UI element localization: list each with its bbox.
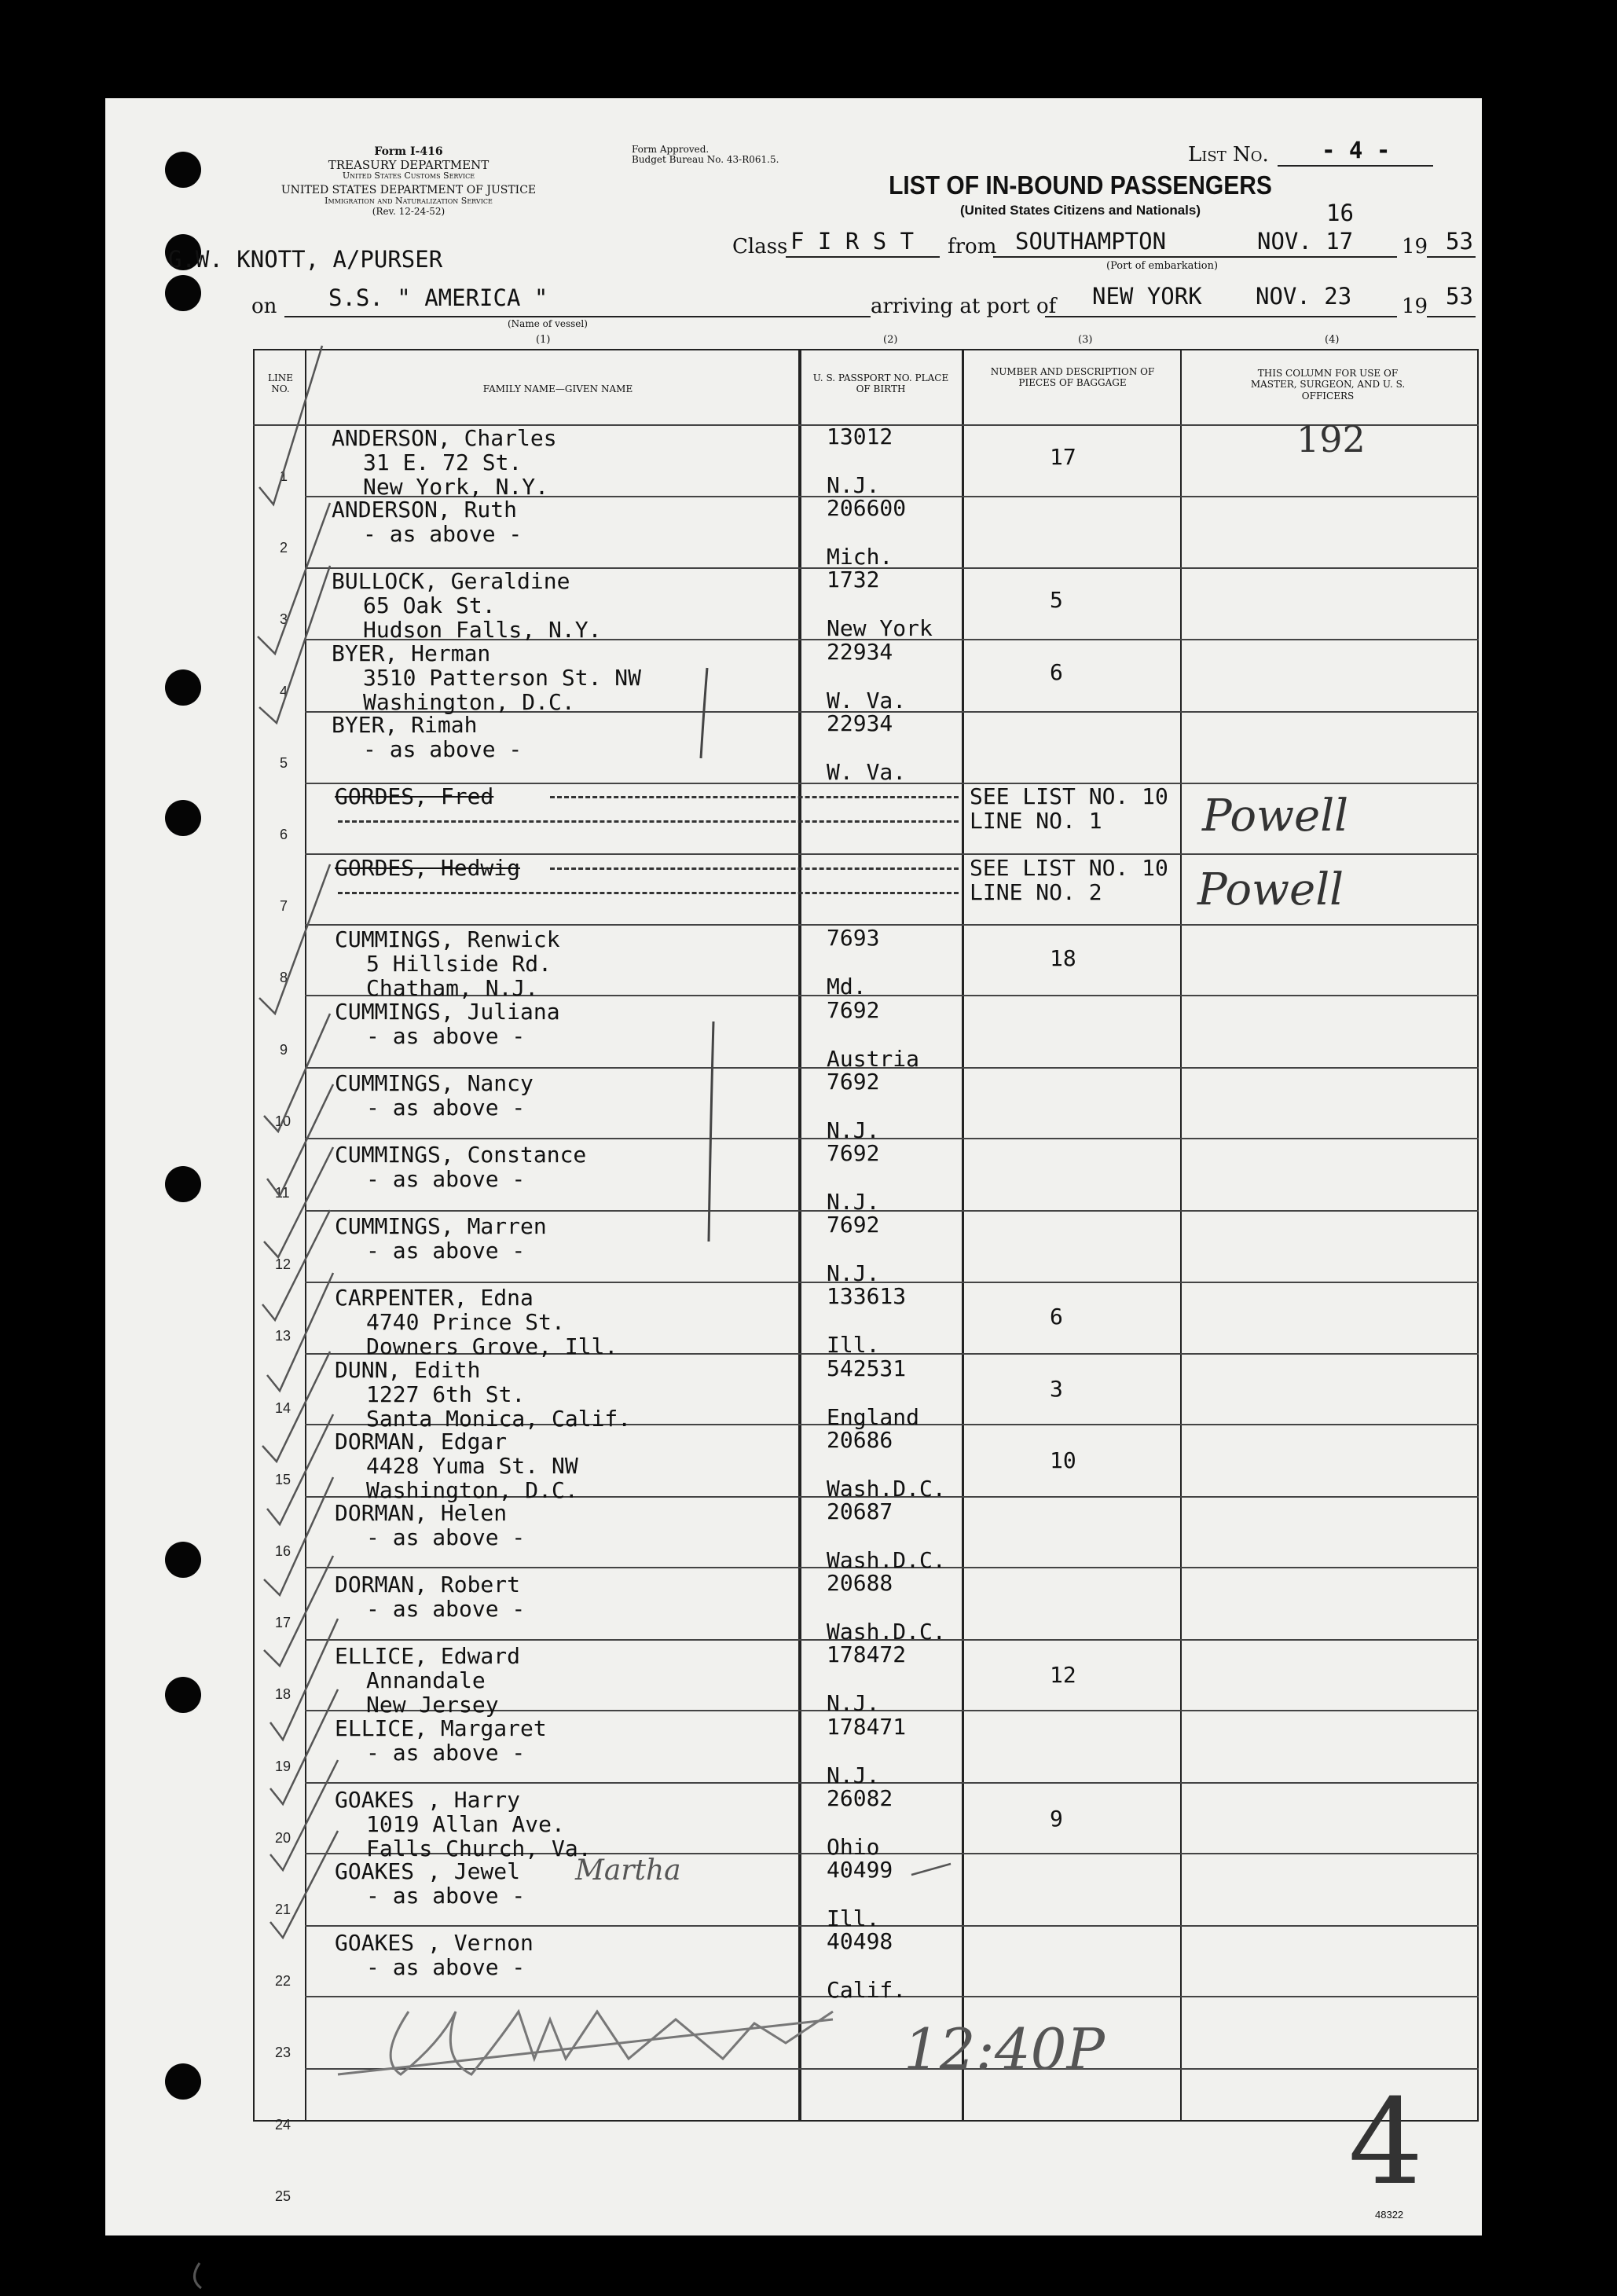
passenger-name: GORDES, Fred [335,783,494,809]
place-of-birth: Wash.D.C. [827,1475,946,1502]
list-no-underline [1278,165,1433,167]
passport-number: 40499 [827,1857,893,1883]
passport-number: 178472 [827,1641,907,1668]
line-number: 2 [280,540,288,556]
passport-number: 542531 [827,1355,907,1381]
place-of-birth: Wash.D.C. [827,1547,946,1573]
customs-label: United States Customs Service [342,171,475,182]
justice-label: UNITED STATES DEPARTMENT OF JUSTICE [280,183,537,196]
address-line-1: - as above - [363,521,522,548]
address-line-1: 5 Hillside Rd. [366,951,552,977]
embark-year: 53 [1446,228,1473,255]
binder-hole [165,152,201,188]
address-line-2: Washington, D.C. [363,688,575,715]
baggage-count: 12 [1050,1662,1076,1689]
line-number: 15 [275,1471,292,1487]
header-line-no: LINE NO. [268,372,293,395]
line-number: 12 [275,1256,292,1273]
vessel-underline [284,316,871,317]
baggage-count: 6 [1050,658,1063,685]
address-line-1: - as above - [363,735,522,762]
passenger-name: DORMAN, Robert [335,1572,521,1598]
line-number: 11 [275,1185,290,1201]
address-line-2: New Jersey [366,1692,499,1718]
list-no-label: List No. [1188,143,1269,167]
address-line-1: 4428 Yuma St. NW [366,1452,578,1479]
place-of-birth: N.J. [827,472,880,498]
header-baggage: NUMBER AND DESCRIPTION OF PIECES OF BAGGAGE [990,366,1155,389]
line-number: 13 [275,1328,292,1344]
year-prefix: 19 [1402,235,1428,259]
header-officers: THIS COLUMN FOR USE OF MASTER, SURGEON, AND U. S. OFFICERS [1250,368,1406,402]
baggage-count: 17 [1050,444,1076,470]
address-line-2: Hudson Falls, N.Y. [363,617,602,644]
passenger-name: CUMMINGS, Juliana [335,998,560,1025]
embark-date: NOV. 17 [1257,228,1354,255]
address-line-1: 65 Oak St. [363,592,496,619]
form-code: 48322 [1375,2209,1404,2221]
vessel-name: S.S. " AMERICA " [328,284,548,311]
form-approval [632,145,779,166]
baggage-count: 6 [1050,1304,1063,1330]
class-value: F I R S T [790,228,915,255]
passenger-name: DORMAN, Helen [335,1500,508,1526]
address-line-1: - as above - [366,1238,526,1264]
line-number: 24 [275,2116,292,2133]
budget-bureau-label: Budget Bureau No. 43-R061.5. [632,154,779,166]
place-of-birth: N.J. [827,1189,880,1215]
table-row [0,1140,1617,1215]
passenger-name: GOAKES , Harry [335,1786,521,1813]
passport-number: 22934 [827,638,893,665]
class-label: Class [732,235,788,259]
address-line-1: - as above - [366,1022,526,1049]
passenger-name: GOAKES , Jewel [335,1858,521,1884]
baggage-count: 3 [1050,1375,1063,1402]
margin-arc [194,2263,201,2288]
line-number: 19 [275,1758,292,1774]
passport-number: 20688 [827,1570,893,1597]
passport-number: 7692 [827,1212,880,1238]
table-row [0,2001,1617,2072]
place-of-birth: Wash.D.C. [827,1619,946,1645]
table-row [0,567,1617,644]
passport-number: 178471 [827,1713,907,1740]
address-line-1: 31 E. 72 St. [363,449,522,475]
address-line-1: - as above - [366,1954,526,1981]
from-underline [993,256,1397,258]
line-number: 14 [275,1399,292,1416]
handwritten-page-number: 4 [1348,2074,1424,2211]
place-of-birth: Md. [827,974,867,1000]
passenger-name: ELLICE, Edward [335,1643,521,1670]
address-line-1: - as above - [366,1524,526,1550]
place-of-birth: W. Va. [827,687,907,713]
arrival-underline [1045,316,1397,317]
table-row [0,1858,1617,1929]
table-row [0,1928,1617,2004]
cancelled-line-dashes [338,892,959,894]
list-no-value: - 4 - [1322,137,1391,163]
passenger-name: DUNN, Edith [335,1356,481,1383]
passenger-name: BULLOCK, Geraldine [332,568,570,595]
place-of-birth: N.J. [827,1260,880,1287]
table-row [0,638,1617,715]
place-of-birth: Ill. [827,1905,880,1931]
line-number: 8 [280,970,288,986]
baggage-count: 18 [1050,945,1076,972]
place-of-birth: N.J. [827,1762,880,1788]
address-line-1: 1019 Allan Ave. [366,1810,565,1837]
passport-number: 40498 [827,1928,893,1955]
arrival-year-underline [1427,316,1476,317]
line-number: 17 [275,1615,292,1631]
table-row [0,1641,1617,1718]
passport-number: 22934 [827,710,893,736]
embark-date-correction: 16 [1326,200,1354,226]
address-line-1: - as above - [366,1739,526,1766]
address-line-1: - as above - [366,1596,526,1623]
form-subtitle: (United States Citizens and Nationals) [959,202,1201,218]
table-row [0,1283,1617,1360]
year-underline [1427,256,1476,258]
passenger-name: CARPENTER, Edna [335,1285,534,1311]
address-line-1: 1227 6th St. [366,1381,526,1407]
passport-number: 7692 [827,1068,880,1095]
port-embark-caption: (Port of embarkation) [1106,260,1219,272]
table-row [0,1784,1617,1861]
cancelled-line-dashes [550,796,959,798]
revision-label: (Rev. 12-24-52) [372,205,446,217]
col1-number: (1) [536,334,551,346]
place-of-birth: Calif. [827,1977,907,2004]
passport-number: 7692 [827,1140,880,1166]
cancelled-line-dashes [550,867,959,870]
passenger-name: GOAKES , Vernon [335,1930,534,1957]
passport-number: 13012 [827,424,893,449]
address-line-2: Downers Grove, Ill. [366,1333,618,1360]
address-line-1: - as above - [366,1166,526,1192]
table-row [0,783,1617,854]
passport-number: 26082 [827,1784,893,1811]
baggage-reference-line: LINE NO. 1 [970,808,1102,834]
passport-number: 206600 [827,495,907,522]
passport-number: 7693 [827,925,880,952]
place-of-birth: Mich. [827,544,893,570]
line-number: 16 [275,1543,292,1559]
ins-label: Immigration and Naturalization Service [324,196,493,207]
passenger-name: GORDES, Hedwig [335,855,521,882]
col2-number: (2) [883,334,898,346]
passenger-name: ANDERSON, Charles [332,425,557,451]
address-line-2: Falls Church, Va. [366,1835,592,1861]
table-row [0,854,1617,926]
table-row [0,424,1617,500]
treasury-label: TREASURY DEPARTMENT [328,157,490,172]
passenger-name: ANDERSON, Ruth [332,497,518,523]
line-number: 18 [275,1686,292,1703]
header-passport: U. S. PASSPORT NO. PLACE OF BIRTH [812,372,949,395]
passenger-name: BYER, Herman [332,640,491,666]
place-of-birth: Austria [827,1045,920,1072]
handwritten-note-powell: Powell [1197,864,1344,915]
line-number: 5 [280,754,288,771]
table-row [0,1069,1617,1141]
form-title: LIST OF IN-BOUND PASSENGERS [889,171,1272,200]
table-row [0,1570,1617,1645]
table-row [0,495,1617,570]
baggage-reference-line: LINE NO. 2 [970,879,1102,906]
line-number: 1 [280,468,288,484]
arriving-label: arriving at port of [871,295,1057,318]
passport-number: 20686 [827,1426,893,1453]
passport-number: 1732 [827,567,880,593]
passport-number: 133613 [827,1283,907,1310]
arrival-year: 53 [1446,283,1473,310]
form-number: Form I-416 [374,145,443,158]
embark-port: SOUTHAMPTON [1015,228,1167,255]
vessel-caption: (Name of vessel) [508,318,588,329]
address-line-1: 4740 Prince St. [366,1309,565,1336]
table-row [0,1499,1617,1571]
passenger-name: CUMMINGS, Constance [335,1142,587,1168]
class-underline [786,256,940,258]
from-label: from [948,235,997,259]
passenger-name: ELLICE, Margaret [335,1715,547,1741]
address-line-2: New York, N.Y. [363,474,549,500]
passenger-name: BYER, Rimah [332,711,478,738]
on-label: on [251,295,277,318]
arrival-port: NEW YORK [1092,283,1202,310]
line-number: 21 [275,1902,292,1917]
address-line-1: Annandale [366,1667,486,1694]
line-number: 4 [280,683,288,699]
table-row [0,925,1617,1002]
table-row [0,1355,1617,1432]
binder-hole [165,275,201,311]
line-number: 20 [275,1829,292,1846]
address-line-1: - as above - [366,1883,526,1909]
address-line-2: Washington, D.C. [366,1476,578,1503]
line-number: 9 [280,1041,288,1058]
handwritten-time: 12:40P [904,2016,1105,2082]
place-of-birth: New York [827,615,933,642]
officer-note: 192 [1296,418,1366,460]
agency-block [244,146,574,217]
line-number: 23 [275,2045,292,2061]
table-row [0,1426,1617,1503]
baggage-count: 10 [1050,1447,1076,1473]
line-number: 10 [275,1113,292,1129]
form-title-block [864,173,1296,218]
address-line-1: 3510 Patterson St. NW [363,664,642,691]
table-row [0,996,1617,1072]
baggage-count: 5 [1050,587,1063,614]
col3-number: (3) [1078,334,1093,346]
line-number: 7 [280,898,288,915]
table-row [0,1212,1617,1287]
address-line-2: Santa Monica, Calif. [366,1405,632,1432]
passenger-name: CUMMINGS, Renwick [335,926,560,953]
address-line-2: Chatham, N.J. [366,975,539,1002]
place-of-birth: Ill. [827,1332,880,1359]
cancelled-line-dashes [338,820,959,823]
baggage-reference: SEE LIST NO. 10 [970,783,1168,809]
arrival-date: NOV. 23 [1256,283,1352,310]
baggage-count: 9 [1050,1805,1063,1832]
header-family-name: FAMILY NAME—GIVEN NAME [482,383,633,394]
line-number: 22 [275,1973,292,1990]
baggage-reference: SEE LIST NO. 10 [970,855,1168,882]
place-of-birth: England [827,1403,920,1430]
table-row [0,1715,1617,1786]
table-row [0,711,1617,783]
line-number: 6 [280,827,288,842]
address-line-1: - as above - [366,1094,526,1120]
handwritten-note-martha: Martha [575,1854,681,1887]
line-number: 25 [275,2188,292,2204]
passport-number: 7692 [827,996,880,1023]
form-approved-label: Form Approved. [632,144,710,155]
place-of-birth: N.J. [827,1117,880,1143]
line-number: 3 [280,611,288,628]
passenger-name: CUMMINGS, Marren [335,1213,547,1240]
handwritten-note-powell: Powell [1202,790,1349,842]
passenger-name: DORMAN, Edgar [335,1428,508,1454]
place-of-birth: W. Va. [827,758,907,785]
col4-number: (4) [1325,334,1340,346]
place-of-birth: Ohio [827,1833,880,1860]
passenger-name: CUMMINGS, Nancy [335,1069,534,1096]
place-of-birth: N.J. [827,1690,880,1717]
passport-number: 20687 [827,1498,893,1524]
arrival-year-prefix: 19 [1402,295,1428,318]
purser-signature: G.W. KNOTT, A/PURSER [168,246,443,273]
